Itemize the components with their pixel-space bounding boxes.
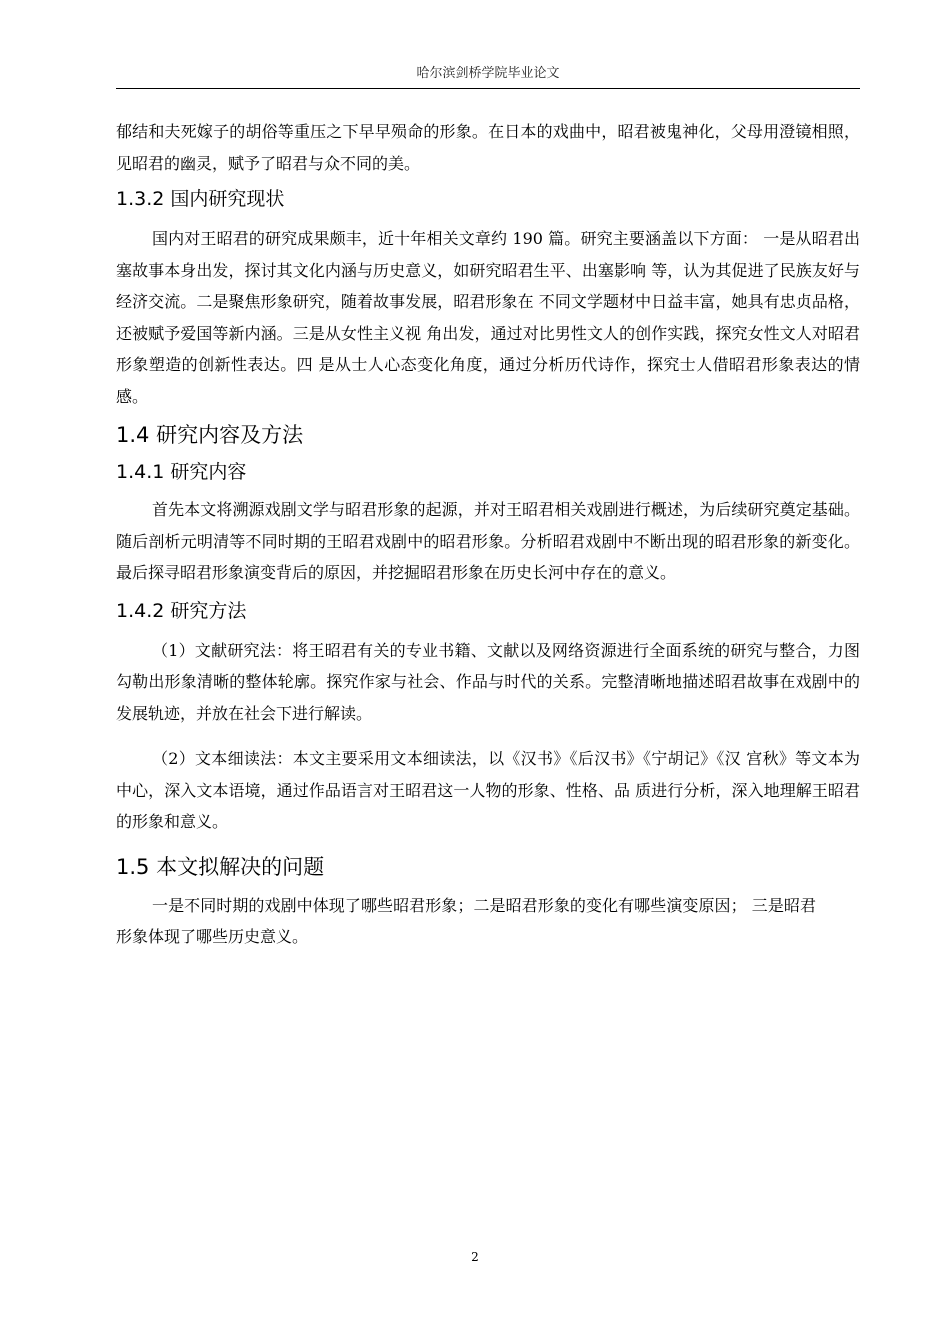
heading-1-4: 1.4 研究内容及方法 [116, 423, 304, 447]
paragraph-continued: 郁结和夫死嫁子的胡俗等重压之下早早殒命的形象。在日本的戏曲中，昭君被鬼神化，父母用澄镜相照，见昭君的幽灵，赋予了昭君与众不同的美。 [116, 122, 860, 173]
running-header: 哈尔滨剑桥学院毕业论文 [416, 66, 560, 81]
paragraph-method-literature: （1）文献研究法：将王昭君有关的专业书籍、文献以及网络资源进行全面系统的研究与整合，力图勾勒出形象清晰的整体轮廓。探究作家与社会、作品与时代的关系。完整清晰地描述昭君故事在戏剧中的发展轨迹，并放在社会下进行解读。 [116, 640, 860, 723]
page-body [116, 116, 860, 953]
paragraph-problems: 一是不同时期的戏剧中体现了哪些昭君形象；二是昭君形象的变化有哪些演变原因； 三是昭君形象体现了哪些历史意义。 [116, 895, 816, 946]
heading-1-3-2: 1.3.2 国内研究现状 [116, 188, 285, 210]
page-number: 2 [471, 1250, 479, 1264]
paragraph-domestic-research: 国内对王昭君的研究成果颇丰，近十年相关文章约 190 篇。研究主要涵盖以下方面： 一是从昭君出塞故事本身出发，探讨其文化内涵与历史意义，如研究昭君生平、出塞影响 等，认为其促进了民族友好与经济交流。二是聚焦形象研究，随着故事发展，昭君形象在 不同文学题材中日益丰富，她具有忠贞品格，还被赋予爱国等新内涵。三是从女性主义视 角出发，通过对比男性文人的创作实践，探究女性文人对昭君形象塑造的创新性表达。四 是从士人心态变化角度，通过分析历代诗作，探究士人借昭君形象表达的情感。 [116, 229, 860, 406]
heading-1-4-2: 1.4.2 研究方法 [116, 599, 247, 622]
paragraph-method-close-reading: （2）文本细读法：本文主要采用文本细读法，以《汉书》《后汉书》《宁胡记》《汉 宫秋》等文本为中心，深入文本语境，通过作品语言对王昭君这一人物的形象、性格、品 质进行分析，深入地理解王昭君的形象和意义。 [116, 749, 860, 831]
paragraph-research-content: 首先本文将溯源戏剧文学与昭君形象的起源，并对王昭君相关戏剧进行概述，为后续研究奠定基础。随后剖析元明清等不同时期的王昭君戏剧中的昭君形象。分析昭君戏剧中不断出现的昭君形象的新变化。最后探寻昭君形象演变背后的原因，并挖掘昭君形象在历史长河中存在的意义。 [116, 500, 860, 582]
heading-1-4-1: 1.4.1 研究内容 [116, 461, 247, 483]
heading-1-5: 1.5 本文拟解决的问题 [116, 854, 325, 879]
header-rule [116, 88, 860, 89]
